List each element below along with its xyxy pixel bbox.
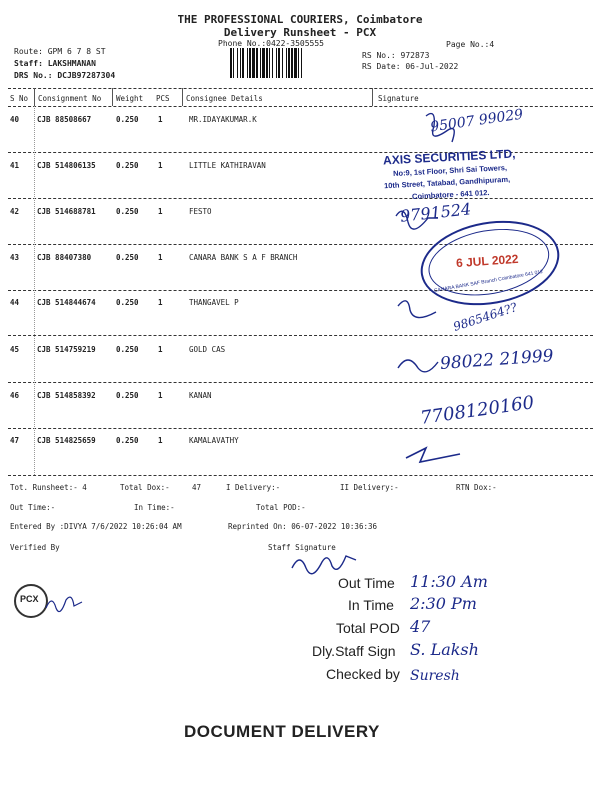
row-consignment: CJB 514825659 <box>37 436 96 445</box>
row-consignee: GOLD CAS <box>189 345 226 354</box>
row-sno: 45 <box>10 345 20 354</box>
handwritten-phone-40: 95007 99029 <box>429 106 525 136</box>
row-sno: 42 <box>10 207 20 216</box>
row-pcs: 1 <box>158 207 163 216</box>
ii-delivery: II Delivery:- <box>340 483 399 492</box>
pcx-stamp <box>14 584 48 618</box>
courier-title: THE PROFESSIONAL COURIERS, Coimbatore <box>177 13 423 26</box>
row-pcs: 1 <box>158 391 163 400</box>
rs-date: RS Date: 06-Jul-2022 <box>362 62 459 71</box>
form-in-time-value: 2:30 Pm <box>410 594 477 613</box>
col-weight: Weight <box>116 94 144 103</box>
row-pcs: 1 <box>158 298 163 307</box>
row-consignee: THANGAVEL P <box>189 298 239 307</box>
form-total-pod-label: Total POD <box>336 620 400 636</box>
row-sno: 43 <box>10 253 20 262</box>
row-pcs: 1 <box>158 115 163 124</box>
column-line <box>34 88 35 106</box>
reprinted-on: Reprinted On: 06-07-2022 10:36:36 <box>228 522 378 531</box>
handwritten-phone-44: 9865464?? <box>451 300 519 334</box>
route: Route: GPM 6 7 8 ST <box>14 47 106 56</box>
rs-number: RS No.: 972873 <box>362 51 430 60</box>
row-consignee: CANARA BANK S A F BRANCH <box>189 253 298 262</box>
runsheet-subtitle: Delivery Runsheet - PCX <box>223 26 377 39</box>
form-dly-sign-label: Dly.Staff Sign <box>312 643 396 659</box>
i-delivery: I Delivery:- <box>226 483 281 492</box>
row-consignment: CJB 514759219 <box>37 345 96 354</box>
stamp-line2: 10th Street, Tatabad, Gandhipuram, <box>383 174 511 191</box>
total-dox-label: Total Dox:- <box>120 483 170 492</box>
stamp-company: AXIS SECURITIES LTD, <box>382 146 516 168</box>
row-weight: 0.250 <box>116 207 139 216</box>
row-consignment: CJB 514806135 <box>37 161 96 170</box>
out-time: Out Time:- <box>10 503 56 512</box>
col-consignment: Consignment No <box>38 94 102 103</box>
staff-name: Staff: LAKSHMANAN <box>14 59 96 68</box>
row-weight: 0.250 <box>116 161 139 170</box>
barcode-bar <box>302 48 304 78</box>
row-pcs: 1 <box>158 345 163 354</box>
total-pod: Total POD:- <box>256 503 306 512</box>
verified-by: Verified By <box>10 543 60 552</box>
row-weight: 0.250 <box>116 253 139 262</box>
row-consignment: CJB 514844674 <box>37 298 96 307</box>
row-weight: 0.250 <box>116 436 139 445</box>
row-weight: 0.250 <box>116 391 139 400</box>
col-consignee: Consignee Details <box>186 94 263 103</box>
row-sno: 44 <box>10 298 20 307</box>
form-out-time-value: 11:30 Am <box>410 572 488 591</box>
row-consignment: CJB 88508667 <box>37 115 92 124</box>
row-sno: 47 <box>10 436 20 445</box>
form-dly-sign-value: S. Laksh <box>410 640 479 659</box>
row-sno: 46 <box>10 391 20 400</box>
handwritten-phone-42: 9791524 <box>399 199 473 226</box>
date-stamp: 6 JUL 2022 <box>455 251 519 271</box>
col-sno: S No <box>10 94 29 103</box>
handwritten-phone-45: 98022 21999 <box>439 346 555 374</box>
column-line <box>182 88 183 106</box>
bank-ring-text: CANARA BANK SAF Branch Coimbatore 641 012 <box>433 268 544 295</box>
verifier-signature <box>44 590 84 616</box>
column-line <box>372 88 373 106</box>
column-line <box>34 106 35 475</box>
pcx-stamp-text: PCX <box>20 594 39 604</box>
col-pcs: PCS <box>156 94 170 103</box>
form-total-pod-value: 47 <box>410 617 431 636</box>
row-consignee: KANAN <box>189 391 212 400</box>
row-pcs: 1 <box>158 253 163 262</box>
total-runsheet: Tot. Runsheet:- 4 <box>10 483 87 492</box>
phone-number: Phone No.:0422-3505555 <box>218 39 324 48</box>
row-consignment: CJB 514688781 <box>37 207 96 216</box>
row-sno: 40 <box>10 115 20 124</box>
handwritten-phone-46: 7708120160 <box>419 392 536 429</box>
row-weight: 0.250 <box>116 115 139 124</box>
rtn-dox: RTN Dox:- <box>456 483 497 492</box>
total-dox-value: 47 <box>192 483 202 492</box>
row-consignee: KAMALAVATHY <box>189 436 239 445</box>
page-number: Page No.:4 <box>446 40 495 49</box>
barcode <box>230 48 348 78</box>
row-sno: 41 <box>10 161 20 170</box>
document-delivery-title: DOCUMENT DELIVERY <box>184 722 380 741</box>
row-consignee: FESTO <box>189 207 212 216</box>
row-pcs: 1 <box>158 436 163 445</box>
row-consignment: CJB 514858392 <box>37 391 96 400</box>
row-consignee: LITTLE KATHIRAVAN <box>189 161 266 170</box>
drs-number: DRS No.: DCJB97287304 <box>14 71 116 80</box>
row-consignment: CJB 88407380 <box>37 253 92 262</box>
staff-signature <box>288 548 368 578</box>
row-weight: 0.250 <box>116 345 139 354</box>
in-time: In Time:- <box>134 503 175 512</box>
staff-signature-label: Staff Signature <box>268 543 336 552</box>
column-line <box>112 88 113 106</box>
stamp-line3: Coimbatore - 641 012. <box>411 187 490 202</box>
form-checked-value: Suresh <box>410 668 460 684</box>
col-signature: Signature <box>378 94 419 103</box>
entered-by: Entered By :DIVYA 7/6/2022 10:26:04 AM <box>10 522 182 531</box>
row-consignee: MR.IDAYAKUMAR.K <box>189 115 257 124</box>
row-pcs: 1 <box>158 161 163 170</box>
form-in-time-label: In Time <box>348 597 394 613</box>
stamp-line1: No:9, 1st Floor, Shri Sai Towers, <box>392 163 508 178</box>
row-weight: 0.250 <box>116 298 139 307</box>
form-out-time-label: Out Time <box>338 575 395 591</box>
form-checked-label: Checked by <box>326 666 400 682</box>
divider <box>8 88 593 89</box>
